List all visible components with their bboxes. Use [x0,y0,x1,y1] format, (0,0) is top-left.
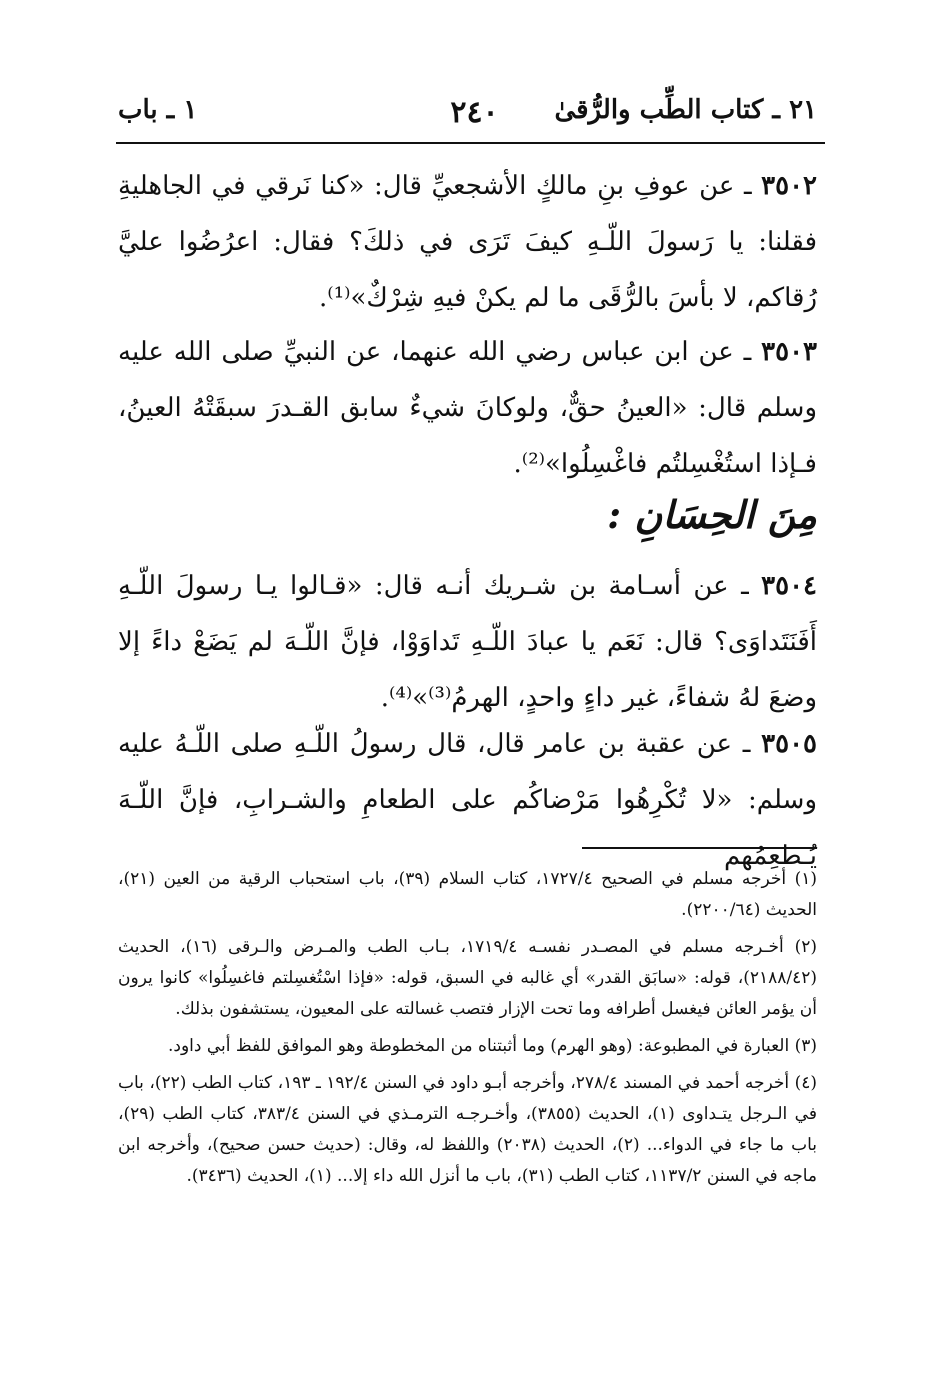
header-rule [116,142,825,144]
footnote-1: (١) أخرجه مسلم في الصحيح ١٧٢٧/٤، كتاب السلام (٣٩)، باب استحباب الرقية من العين (٢١)، الحديث (٢٢٠٠/٦٤). [118,869,817,920]
hadith-number: ٣٥٠٣ [761,337,817,367]
hadith-text: ـ عن عقبة بن عامر قال، قال رسولُ اللّـهِ صلى اللّـهُ عليه وسلم: «لا تُكْرِهُوا مَرْضاكُم على الطعامِ والشـرابِ، فإنَّ اللّـهَ يُـطعِمُهم [118,729,817,871]
hadith-text: ـ عن أسـامة بن شـريك أنـه قال: «قـالوا يـا رسولَ اللّـهِ أَفَنَتَداوَى؟ قال: نَعَم يا عبادَ اللّـهِ تَداوَوْا، فإنَّ اللّـهَ لم يَضَعْ داءً إلا وضعَ لهُ شفاءً، غير داءٍ واحدٍ، الهرمُ⁽³⁾»⁽⁴⁾. [118,571,817,713]
section-heading [118,492,817,537]
hadith-number: ٣٥٠٢ [761,171,817,201]
section-label: ١ ـ باب [118,95,198,125]
hadith-paragraph [118,324,817,492]
hadith-3504 [118,558,817,726]
hadith-paragraph [118,158,817,326]
hadith-text: ـ عن ابن عباس رضي الله عنهما، عن النبيِّ صلى الله عليه وسلم قال: «العينُ حقٌّ، ولوكانَ شيءٌ سابق القـدرَ سبقَتْهُ العينُ، فـإذا استُغْسِلتُم فاغْسِلُوا»⁽²⁾. [118,337,817,479]
hadith-paragraph [118,558,817,726]
footnote-3: (٣) العبارة في المطبوعة: (وهو الهرم) وما أثبتناه من المخطوطة وهو الموافق للفظ أبي داود. [167,1036,817,1056]
hadith-3502 [118,158,817,326]
chapter-title: ٢١ ـ كتاب الطِّب والرُّقىٰ [554,95,817,125]
hadith-3503 [118,324,817,492]
footnotes [118,864,817,1198]
footnote-2: (٢) أخـرجه مسلم في المصـدر نفسـه ١٧١٩/٤، بـاب الطب والمـرض والـرقى (١٦)، الحديث (٢١٨٨/٤٢)، قوله: «سابَق القدر» أي غالبه في السبق، قوله: «فإذا اسْتُغسِلتم فاغسِلُوا» كانوا يرون أن يؤمر العائن فيغسل أطرافه وما تحت الإزار فتصب غسالته على المعيون، يستشفون بذلك. [118,937,817,1019]
hadith-text: ـ عن عوفِ بنِ مالكٍ الأشجعيِّ قال: «كنا نَرقي في الجاهليةِ فقلنا: يا رَسولَ اللّـهِ كيفَ تَرَى في ذلكَ؟ فقال: اعرُضُوا عليَّ رُقاكم، لا بأسَ بالرُّقَى ما لم يكنْ فيهِ شِرْكٌ»⁽¹⁾. [118,171,817,313]
hadith-3505 [118,716,817,884]
section-title: مِنَ الحِسَانِ : [607,492,817,537]
footnote-4: (٤) أخرجه أحمد في المسند ٢٧٨/٤، وأخرجه أبـو داود في السنن ١٩٢/٤ ـ ١٩٣، كتاب الطب (٢٢)، باب في الـرجل يتـداوى (١)، الحديث (٣٨٥٥)، وأخـرجـه الترمـذي في السنن ٣٨٣/٤، كتاب الطب (٢٩)، باب ما جاء في الدواء... (٢)، الحديث (٢٠٣٨) واللفظ له، وقال: (حديث حسن صحيح)، وأخرجه ابن ماجه في السنن ١١٣٧/٢، كتاب الطب (٣١)، باب ما أنزل الله داء إلا... (١)، الحديث (٣٤٣٦). [118,1073,817,1186]
hadith-number: ٣٥٠٥ [761,729,817,759]
hadith-paragraph [118,716,817,884]
page-number: ٢٤٠ [450,95,499,130]
hadith-number: ٣٥٠٤ [761,571,817,601]
footnote-rule [582,847,817,849]
